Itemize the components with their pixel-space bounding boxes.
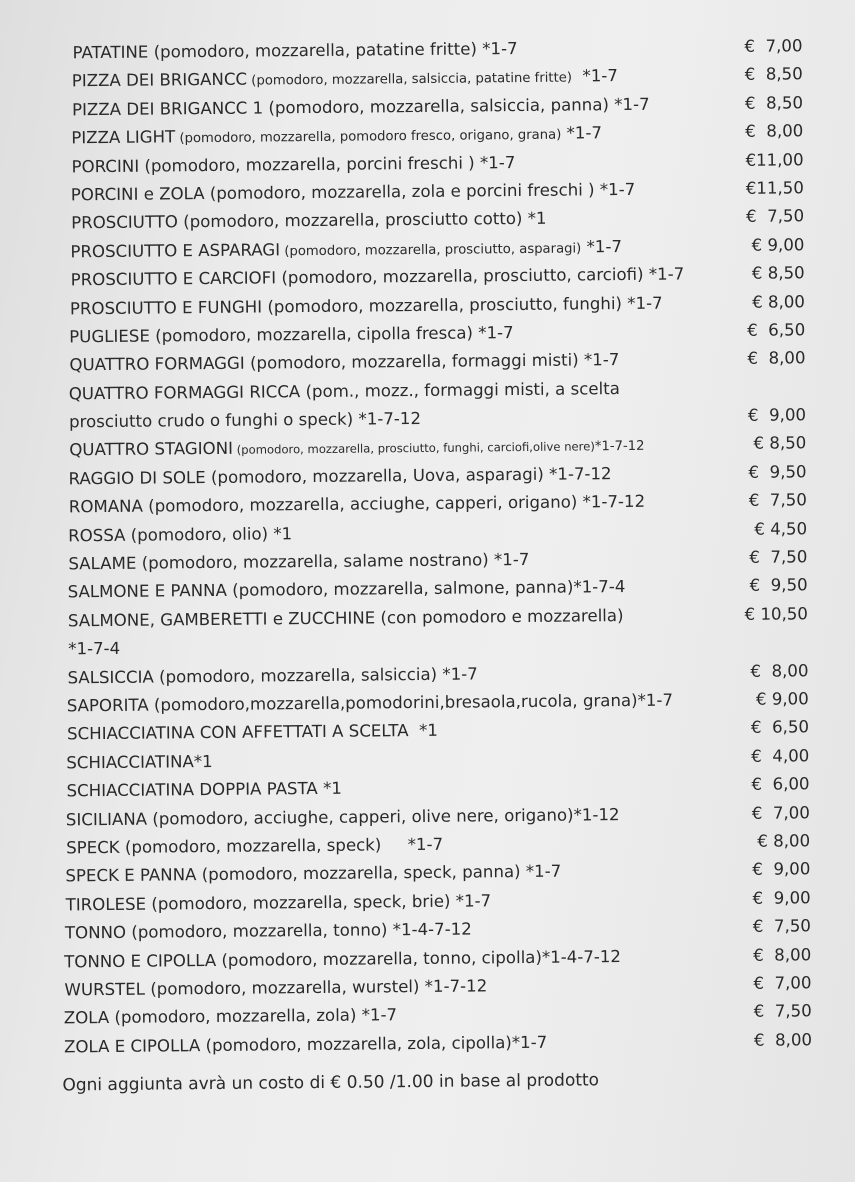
menu-item-name: QUATTRO STAGIONI — [69, 439, 234, 460]
menu-item-description: (pomodoro, mozzarella, prosciutto, asparagi) — [280, 241, 582, 260]
menu-item-price: € 8,50 — [753, 433, 807, 454]
menu-item-name: TONNO E CIPOLLA — [64, 950, 217, 971]
menu-item-price: € 7,00 — [744, 36, 803, 56]
menu-item-name: PIZZA DEI BRIGANCC — [71, 70, 248, 91]
menu-item-description: *1 — [317, 778, 342, 799]
menu-item-description: (pomodoro, mozzarella, acciughe, capperi, origano) *1-7-12 — [142, 492, 646, 516]
footer-note: Ogni aggiunta avrà un costo di € 0.50 /1.00 in base al prodotto — [62, 1070, 600, 1096]
menu-item-allergens: *1-7 — [581, 236, 623, 257]
menu-item-price: € 7,00 — [751, 802, 810, 823]
menu-item-name: SICILIANA — [65, 809, 148, 829]
menu-item-price: € 8,50 — [751, 263, 805, 283]
menu-item-name: PROSCIUTTO E CARCIOFI — [70, 268, 277, 290]
menu-item-price: € 9,00 — [755, 689, 809, 709]
menu-item-price: €11,50 — [745, 178, 804, 198]
menu-item-description: (pomodoro, mozzarella, zola e porcini freschi ) *1-7 — [204, 179, 636, 203]
menu-item-price: € 6,00 — [751, 774, 810, 794]
menu-item-name: PROSCIUTTO E FUNGHI — [69, 297, 263, 318]
menu-item-name: ROMANA — [68, 496, 143, 517]
menu-item-price: € 9,00 — [747, 405, 807, 425]
menu-item-price: € 8,50 — [744, 64, 803, 85]
menu-item-price: € 9,50 — [749, 575, 808, 596]
menu-item-description: (pomodoro, mozzarella, speck) *1-7 — [119, 834, 444, 857]
menu-item — [68, 600, 809, 664]
menu-item-description: (pomodoro, mozzarella, zola, cipolla)*1-7 — [200, 1032, 548, 1055]
menu-item-price: € 9,00 — [752, 887, 811, 908]
menu-item-price: € 7,50 — [749, 547, 808, 567]
menu-item-description: (pomodoro, mozzarella, salsiccia, patatine fritte) — [247, 70, 573, 90]
menu-item-price: € 7,00 — [753, 973, 812, 993]
menu-item-description-continued: *1-7-4 — [68, 639, 121, 659]
menu-item-name: ROSSA — [68, 525, 126, 546]
menu-item-name: SAPORITA — [66, 695, 149, 716]
menu-item-name: SALAME — [68, 553, 137, 574]
menu-item-description: (pomodoro, mozzarella, salmone, panna)*1-7-4 — [226, 577, 626, 601]
menu-item-description: (pomodoro, mozzarella, zola) *1-7 — [109, 1005, 398, 1028]
menu-item-name: SPECK E PANNA — [65, 865, 197, 886]
menu-item-description: (con pomodoro e mozzarella) — [375, 605, 624, 628]
menu-item-name: ZOLA E CIPOLLA — [63, 1035, 201, 1057]
menu-item-description: (pomodoro, mozzarella, tonno, cipolla)*1-4-7-12 — [216, 946, 622, 970]
menu-item-allergens: *1-7-12 — [594, 439, 645, 455]
menu-item-price: € 4,00 — [751, 746, 810, 766]
menu-item-description: (pomodoro, mozzarella, pomodoro fresco, origano, grana) — [175, 127, 562, 147]
menu-item-description: (pomodoro, mozzarella, Uova, asparagi) *1-7-12 — [205, 464, 612, 487]
menu-item-price: € 7,50 — [748, 490, 807, 511]
menu-item-name: SCHIACCIATINA CON AFFETTATI A SCELTA — [66, 721, 409, 744]
menu-item-price: € 8,00 — [745, 121, 804, 142]
menu-item-name: PORCINI — [71, 156, 140, 176]
menu-item-price: € 10,50 — [744, 604, 809, 624]
menu-item-name: QUATTRO FORMAGGI RICCA — [68, 381, 301, 404]
menu-item-description: (pomodoro, mozzarella, salame nostrano) *1-7 — [136, 549, 530, 573]
menu-item-description: (pomodoro, acciughe, capperi, olive nere, origano)*1-12 — [146, 804, 620, 829]
menu-item-allergens: *1-7 — [561, 123, 603, 143]
menu-item-description: (pomodoro, mozzarella, speck, brie) *1-7 — [145, 891, 492, 914]
menu-item-description: (pomodoro, olio) *1 — [125, 523, 293, 545]
menu-item-description: (pomodoro, mozzarella, prosciutto cotto) *1 — [177, 209, 547, 232]
menu-item-description: (pomodoro, mozzarella, prosciutto, funghi) *1-7 — [262, 293, 663, 317]
menu-item-price: € 8,00 — [750, 660, 809, 681]
menu-item-name: QUATTRO FORMAGGI — [69, 353, 245, 375]
menu-item-description-continued: prosciutto crudo o funghi o speck) *1-7-12 — [68, 409, 422, 432]
menu-item-name: PATATINE — [72, 42, 149, 63]
menu-item — [64, 1026, 812, 1062]
menu-item-description: (pomodoro, mozzarella, cipolla fresca) *1-7 — [149, 322, 514, 346]
menu-item-description: (pomodoro, mozzarella, patatine fritte) *1-7 — [148, 39, 518, 62]
menu-item-price: € 8,00 — [747, 348, 806, 369]
menu-item-price: € 9,00 — [752, 859, 811, 880]
menu-item-price: €11,00 — [745, 149, 804, 170]
menu-item-description: *1 — [408, 721, 439, 741]
menu-item-price: € 8,00 — [752, 291, 806, 312]
menu-item-name: SALSICCIA — [67, 667, 154, 687]
menu-item-price: € 9,00 — [751, 235, 805, 255]
menu-item-name: TIROLESE — [65, 894, 147, 915]
menu-item-allergens: *1-7 — [571, 66, 619, 86]
menu-item-description: (pomodoro, mozzarella, prosciutto, carciofi) *1-7 — [276, 264, 685, 288]
menu-item-name: ZOLA — [63, 1008, 110, 1028]
menu-item-price: € 9,50 — [748, 462, 807, 482]
menu-item-name: WURSTEL — [64, 979, 146, 1000]
menu-item-line — [64, 1026, 812, 1062]
menu-item-name: PIZZA LIGHT — [71, 127, 176, 148]
menu-item-name: PROSCIUTTO — [71, 212, 179, 233]
menu-item-name: SCHIACCIATINA DOPPIA PASTA — [66, 779, 318, 801]
menu-item-name: SCHIACCIATINA*1 — [66, 751, 213, 773]
menu-item-name: TONNO — [64, 922, 127, 943]
menu-item-description: (pomodoro, mozzarella, speck, panna) *1-7 — [196, 861, 562, 885]
menu-item-price: € 6,50 — [750, 717, 810, 738]
menu-item-name: PROSCIUTTO E ASPARAGI — [70, 240, 281, 262]
menu-item-price: € 8,00 — [757, 831, 811, 851]
menu-item-name: SPECK — [66, 837, 120, 858]
menu-item-name: PUGLIESE — [69, 326, 150, 347]
menu-item-description: (pomodoro, mozzarella, tonno) *1-4-7-12 — [125, 919, 472, 942]
menu-item-name: RAGGIO DI SOLE — [68, 467, 206, 489]
menu-item-price: € 4,50 — [754, 518, 808, 539]
menu-item-price: € 8,50 — [744, 93, 804, 113]
menu-item-description: (pomodoro, mozzarella, formaggi misti) *1-7 — [244, 350, 620, 373]
menu-item-name: SALMONE, GAMBERETTI e ZUCCHINE — [67, 608, 376, 631]
menu-item-description: (pom., mozz., formaggi misti, a scelta — [300, 378, 620, 401]
pizza-menu-list — [63, 32, 813, 1061]
menu-item — [69, 373, 807, 437]
menu-item-description: (pomodoro, mozzarella, wurstel) *1-7-12 — [144, 976, 488, 999]
menu-item-price: € 6,50 — [747, 320, 806, 340]
menu-item-description: (pomodoro, mozzarella, porcini freschi ) *1-7 — [139, 152, 516, 176]
menu-item-description: (pomodoro, mozzarella, prosciutto, funghi, carciofi,olive nere) — [232, 439, 595, 458]
menu-item-description: (pomodoro,mozzarella,pomodorini,bresaola,rucola, grana)*1-7 — [148, 690, 674, 715]
menu-item-name: PIZZA DEI BRIGANCC 1 — [71, 98, 264, 120]
menu-item-price: € 8,00 — [753, 944, 812, 965]
menu-item-price: € 8,00 — [753, 1029, 813, 1050]
menu-item-price: € 7,50 — [752, 916, 812, 936]
menu-item-description: (pomodoro, mozzarella, salsiccia, panna) *1-7 — [263, 94, 650, 118]
menu-item-price: € 7,50 — [745, 206, 805, 227]
menu-item-name: PORCINI e ZOLA — [70, 183, 205, 205]
menu-item-description: (pomodoro, mozzarella, salsiccia) *1-7 — [153, 664, 478, 687]
menu-item-price: € 7,50 — [753, 1001, 812, 1022]
menu-item-name: SALMONE E PANNA — [67, 581, 228, 602]
